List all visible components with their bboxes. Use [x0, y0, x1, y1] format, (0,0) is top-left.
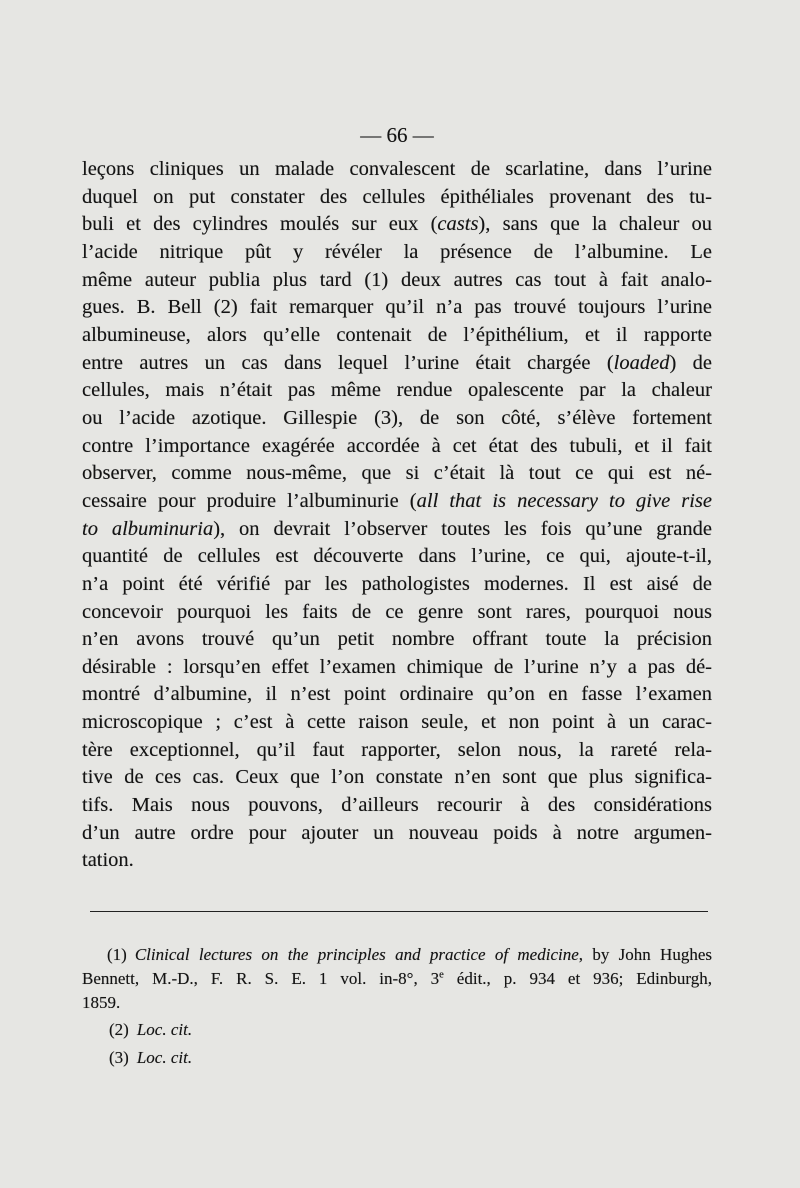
text-segment: quantité de cellules est découverte dans l’urine, ce qui, ajoute-t-il, — [82, 545, 712, 568]
text-line — [82, 239, 712, 267]
footnote-2 — [82, 1018, 712, 1042]
citation: Loc. cit. — [136, 1020, 193, 1039]
text-line — [82, 211, 712, 239]
text-segment: d’un autre ordre pour ajouter un nouveau poids à notre argumen- — [82, 821, 712, 844]
text-segment: tère exceptionnel, qu’il faut rapporter, selon nous, la rareté rela- — [82, 738, 712, 761]
text-segment: Bennett, M.-D., F. R. S. E. 1 vol. in-8°, 3 — [82, 969, 440, 988]
text-segment: tifs. Mais nous pouvons, d’ailleurs recourir à des considérations — [82, 794, 712, 817]
text-line — [82, 681, 712, 709]
footnote-mark: (1) — [107, 945, 127, 964]
text-segment: gues. B. Bell (2) fait remarquer qu’il n’a pas trouvé toujours l’urine — [82, 296, 712, 319]
footnote-1 — [82, 943, 712, 1015]
text-segment: cessaire pour produire l’albuminurie ( — [82, 489, 417, 512]
text-line — [82, 847, 712, 875]
footnote-line — [82, 1018, 712, 1042]
text-segment: tation. — [82, 849, 134, 872]
text-segment: ) de — [669, 351, 712, 374]
text-segment: entre autres un cas dans lequel l’urine était chargée ( — [82, 351, 614, 374]
text-line — [82, 709, 712, 737]
text-segment: l’acide nitrique pût y révéler la présence de l’albumine. Le — [82, 240, 712, 263]
text-line — [82, 488, 712, 516]
italic-term: loaded — [613, 351, 670, 374]
text-segment: tive de ces cas. Ceux que l’on constate n’en sont que plus significa- — [82, 766, 712, 789]
text-segment: ), sans que la chaleur ou — [478, 213, 713, 236]
text-segment: concevoir pourquoi les faits de ce genre sont rares, pourquoi nous — [82, 600, 712, 623]
text-line — [82, 599, 712, 627]
citation: Loc. cit. — [136, 1048, 193, 1067]
text-line — [82, 433, 712, 461]
text-segment: microscopique ; c’est à cette raison seule, et non point à un carac- — [82, 711, 712, 734]
footnote-separator — [90, 911, 708, 912]
text-segment: ), on devrait l’observer toutes les fois qu’une grande — [213, 517, 712, 540]
footnote-line — [82, 967, 712, 991]
text-segment: même auteur publia plus tard (1) deux autres cas tout à fait analo- — [82, 268, 712, 291]
text-line — [82, 322, 712, 350]
page-number: — 66 — — [360, 123, 434, 147]
text-segment: n’en avons trouvé qu’un petit nombre offrant toute la précision — [82, 628, 712, 651]
italic-term: all that is necessary to give rise — [416, 489, 713, 512]
footnote-mark: (2) — [109, 1020, 129, 1039]
text-segment: buli et des cylindres moulés sur eux ( — [82, 213, 438, 236]
text-line — [82, 792, 712, 820]
italic-term: to albuminuria — [82, 517, 214, 540]
text-line — [82, 267, 712, 295]
text-segment: leçons cliniques un malade convalescent de scarlatine, dans l’urine — [82, 158, 712, 180]
text-line — [82, 764, 712, 792]
text-segment: édit., p. 934 et 936; Edinburgh, — [443, 969, 713, 988]
text-line — [82, 820, 712, 848]
body-text — [82, 156, 712, 875]
text-segment: désirable : lorsqu’en effet l’examen chimique de l’urine n’y a pas dé- — [82, 655, 712, 678]
text-segment: , by John Hughes — [578, 945, 712, 964]
text-segment: albumineuse, alors qu’elle contenait de l’épithélium, et il rapporte — [82, 323, 712, 346]
text-line — [82, 350, 712, 378]
footnote-line — [82, 991, 712, 1015]
text-segment: cellules, mais n’était pas même rendue opalescente par la chaleur — [82, 379, 712, 402]
text-line — [82, 543, 712, 571]
text-segment: contre l’importance exagérée accordée à cet état des tubuli, et il fait — [82, 434, 712, 457]
book-title: Clinical lectures on the principles and practice of medicine — [134, 945, 579, 964]
text-line — [82, 516, 712, 544]
text-segment: ou l’acide azotique. Gillespie (3), de son côté, s’élève fortement — [82, 406, 712, 429]
footnote-line — [82, 943, 712, 967]
text-line — [82, 294, 712, 322]
text-line — [82, 405, 712, 433]
footnote-3 — [82, 1046, 712, 1070]
footnote-mark: (3) — [109, 1048, 129, 1067]
text-line — [82, 460, 712, 488]
text-line — [82, 571, 712, 599]
text-segment: duquel on put constater des cellules épithéliales provenant des tu- — [82, 185, 712, 208]
text-line — [82, 737, 712, 765]
text-segment: montré d’albumine, il n’est point ordinaire qu’on en fasse l’examen — [82, 683, 712, 706]
superscript: e — [439, 969, 444, 981]
text-line — [82, 156, 712, 184]
text-line — [82, 654, 712, 682]
text-segment: 1859. — [82, 993, 121, 1012]
footnote-line — [82, 1046, 712, 1070]
text-segment: n’a point été vérifié par les pathologistes modernes. Il est aisé de — [82, 572, 712, 595]
text-line — [82, 377, 712, 405]
text-line — [82, 626, 712, 654]
text-segment: observer, comme nous-même, que si c’était là tout ce qui est né- — [82, 462, 712, 485]
text-line — [82, 184, 712, 212]
italic-term: casts — [437, 213, 479, 236]
